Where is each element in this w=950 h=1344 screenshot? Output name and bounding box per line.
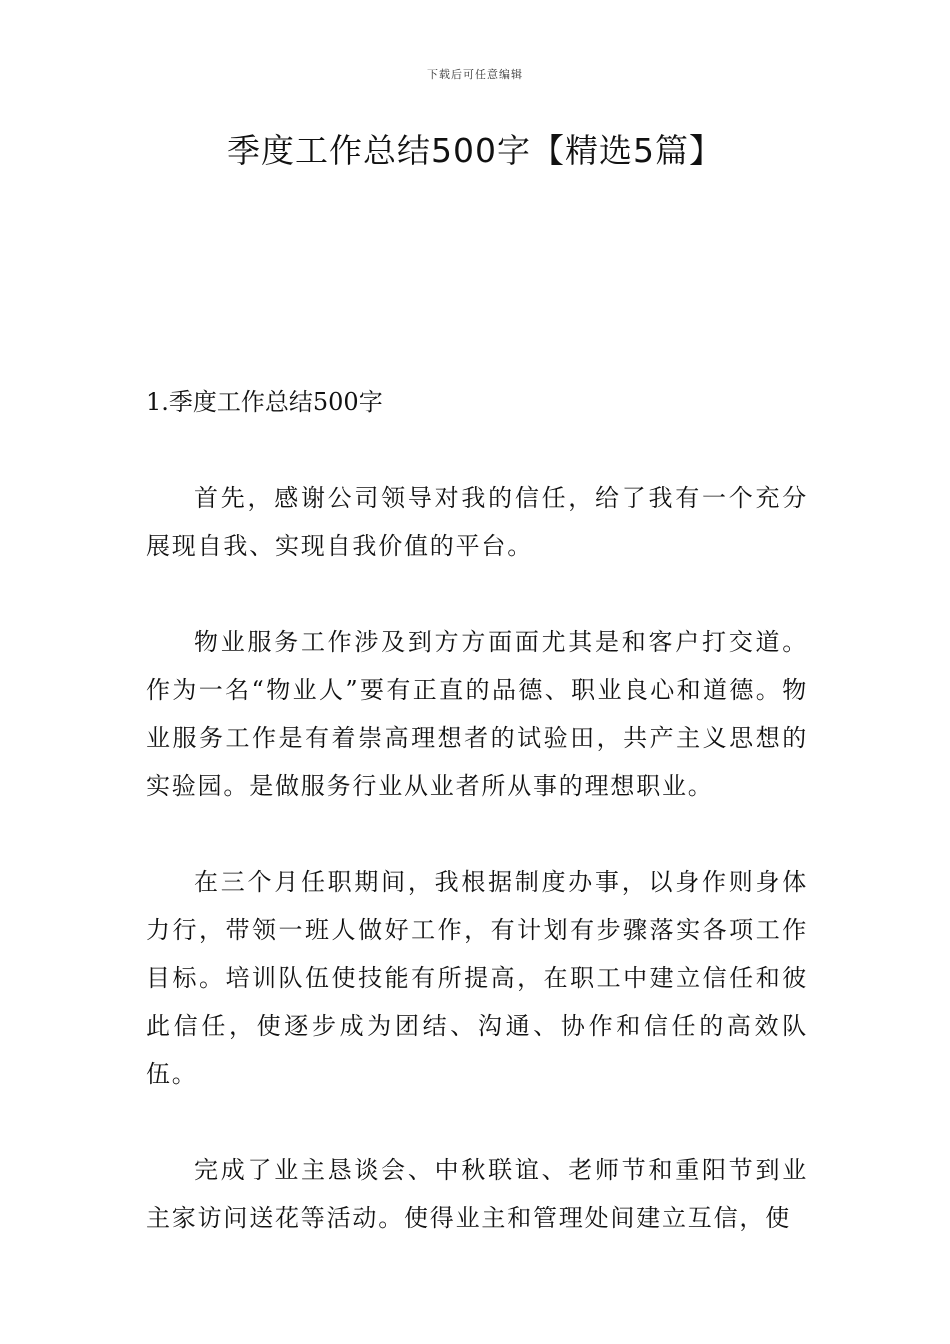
document-title: 季度工作总结500字【精选5篇】 [227, 131, 723, 170]
page-header: 下载后可任意编辑 [427, 68, 523, 81]
section-heading: 1.季度工作总结500字 [146, 388, 383, 416]
document-body [146, 378, 808, 1242]
paragraph: 在三个月任职期间，我根据制度办事，以身作则身体力行，带领一班人做好工作，有计划有步骤落实各项工作目标。培训队伍使技能有所提高，在职工中建立信任和彼此信任，使逐步成为团结、沟通、协作和信任的高效队伍。 [146, 868, 808, 1088]
paragraph: 物业服务工作涉及到方方面面尤其是和客户打交道。作为一名“物业人”要有正直的品德、职业良心和道德。物业服务工作是有着崇高理想者的试验田，共产主义思想的实验园。是做服务行业从业者所从事的理想职业。 [146, 628, 808, 800]
paragraph: 首先，感谢公司领导对我的信任，给了我有一个充分展现自我、实现自我价值的平台。 [146, 484, 808, 560]
paragraph: 完成了业主恳谈会、中秋联谊、老师节和重阳节到业主家访问送花等活动。使得业主和管理处间建立互信，使 [146, 1156, 808, 1232]
